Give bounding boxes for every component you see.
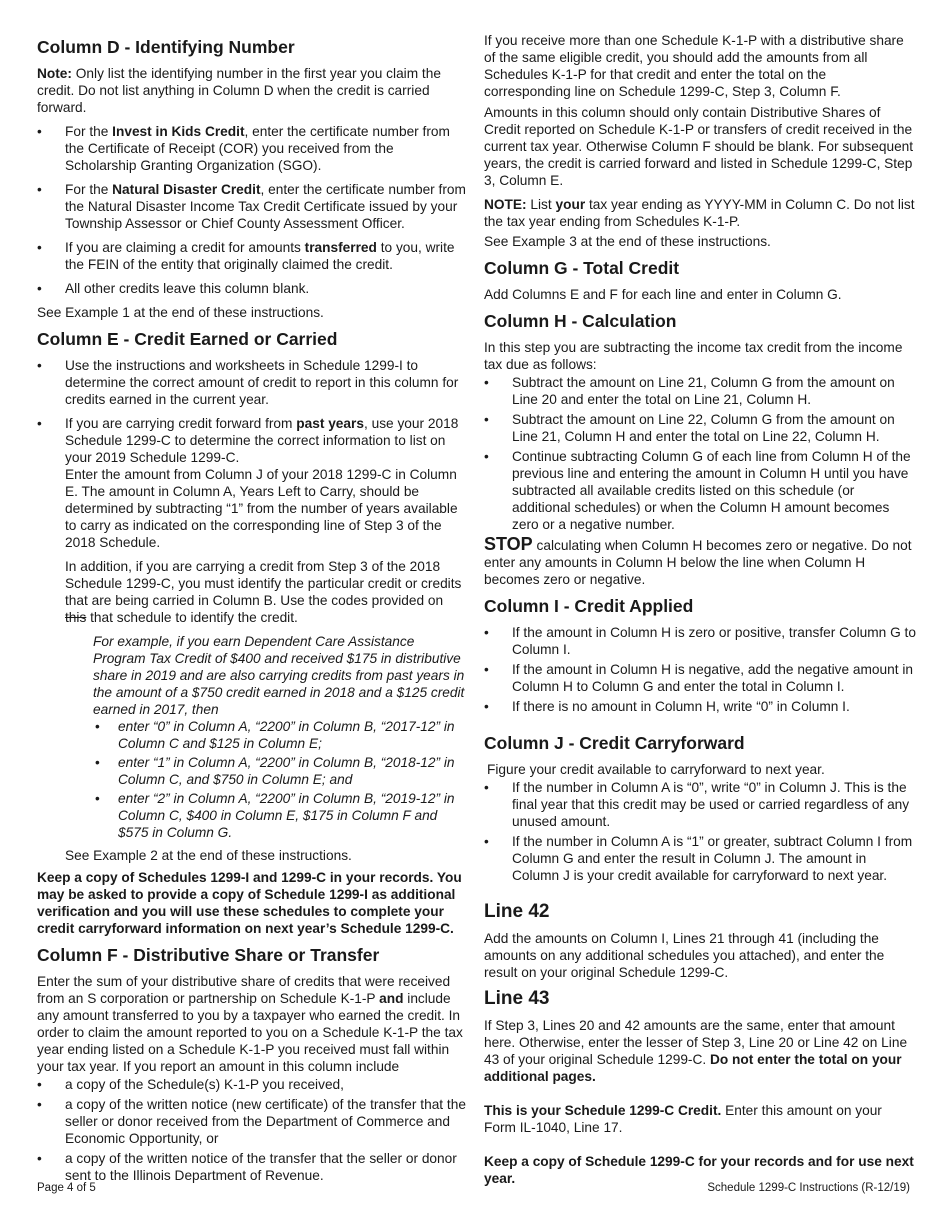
column-i-bullet: • If there is no amount in Column H, write “0” in Column I. (484, 698, 916, 715)
column-d-see-example: See Example 1 at the end of these instructions. (37, 305, 324, 320)
column-e-heading: Column E - Credit Earned or Carried (37, 329, 338, 349)
column-j-text: Figure your credit available to carryforward to next year. (487, 762, 825, 777)
column-e-example-bullet: • enter “0” in Column A, “2200” in Column B, “2017-12” in Column C and $125 in Column E; (37, 718, 467, 752)
column-h-text: In this step you are subtracting the income tax credit from the income tax due as follows: (484, 340, 903, 372)
column-j-heading: Column J - Credit Carryforward (484, 733, 745, 753)
column-d-bullet-natural-disaster: • For the Natural Disaster Credit, enter the certificate number from the Natural Disaster Income Tax Credit Certificate issued by your Township Assessor or Chief County Assessment Officer. (37, 181, 467, 232)
column-f-heading: Column F - Distributive Share or Transfer (37, 945, 380, 965)
column-h-bullet: • Subtract the amount on Line 21, Column G from the amount on Line 20 and enter the total on Line 21, Column H. (484, 374, 916, 408)
column-e-enter-amount: Enter the amount from Column J of your 2018 1299-C in Column E. The amount in Column A, Years Left to Carry, should be determined by subtracting “1” from the number of years available to carry as indicated on the corresponding line of Step 3 of the 2018 Schedule. (65, 467, 458, 550)
column-e-see-example: See Example 2 at the end of these instructions. (65, 848, 352, 863)
column-h-heading: Column H - Calculation (484, 311, 677, 331)
column-h-stop: STOP calculating when Column H becomes zero or negative. Do not enter any amounts in Column H below the line when Column H becomes zero or negative. (484, 534, 912, 587)
column-f-note: NOTE: List your tax year ending as YYYY-MM in Column C. Do not list the tax year ending from Schedules K-1-P. (484, 197, 915, 229)
column-d-bullet-transferred: • If you are claiming a credit for amounts transferred to you, write the FEIN of the entity that originally claimed the credit. (37, 239, 467, 273)
column-i-bullet: • If the amount in Column H is negative, add the negative amount in Column H to Column G and enter the total in Column I. (484, 661, 916, 695)
schedule-credit-statement: This is your Schedule 1299-C Credit. Enter this amount on your Form IL-1040, Line 17. (484, 1103, 882, 1135)
column-f-bullet: • a copy of the Schedule(s) K-1-P you received, (37, 1076, 467, 1093)
column-h-bullet: • Subtract the amount on Line 22, Column G from the amount on Line 21, Column H and enter the total on Line 22, Column H. (484, 411, 916, 445)
page-number: Page 4 of 5 (37, 1182, 96, 1194)
line-42-heading: Line 42 (484, 901, 550, 922)
column-e-bullet-schedule-1299i: • Use the instructions and worksheets in Schedule 1299-I to determine the correct amount of credit to report in this column for credits earned in the current year. (37, 357, 467, 408)
column-e-addition: In addition, if you are carrying a credit from Step 3 of the 2018 Schedule 1299-C, you must identify the particular credit or credits that are being carried in Column B. Use the codes provided on this that schedule to identify the credit. (65, 559, 462, 625)
column-f-see-example: See Example 3 at the end of these instructions. (484, 234, 771, 249)
column-e-example: For example, if you earn Dependent Care Assistance Program Tax Credit of $400 and received $175 in distributive share in 2019 and are also carrying credits from past years in the amount of a $750 credit earned in 2018 and a $125 credit earned in 2017, then (93, 634, 465, 717)
column-i-bullet: • If the amount in Column H is zero or positive, transfer Column G to Column I. (484, 624, 916, 658)
column-j-bullet: • If the number in Column A is “0”, write “0” in Column J. This is the final year that this credit may be used or carried regardless of any unused amount. (484, 779, 916, 830)
column-f-continued-2: Amounts in this column should only contain Distributive Shares of Credit reported on Schedule K-1-P or transfers of credit received in the current tax year. Otherwise Column F should be blank. For subsequent years, the credit is carried forward and listed in Schedule 1299-C, Step 3, Column E. (484, 105, 914, 188)
form-identifier: Schedule 1299-C Instructions (R-12/19) (707, 1182, 910, 1194)
column-e-keep-copy: Keep a copy of Schedules 1299-I and 1299-C in your records. You may be asked to provide a copy of Schedule 1299-I as additional verification and you will use these schedules to complete your credit carryforward information on next year’s Schedule 1299-C. (37, 870, 462, 936)
left-column (37, 32, 467, 1187)
column-d-note: Note: Only list the identifying number in the first year you claim the credit. Do not list anything in Column D when the credit is carried forward. (37, 66, 441, 115)
column-g-heading: Column G - Total Credit (484, 258, 680, 278)
column-e-bullet-past-years: • If you are carrying credit forward from past years, use your 2018 Schedule 1299-C to determine the correct information to list on your 2019 Schedule 1299-C. (37, 415, 467, 466)
column-e-example-bullet: • enter “2” in Column A, “2200” in Column B, “2019-12” in Column C, $400 in Column E, $175 in Column F and $575 in Column G. (37, 790, 467, 841)
column-f-bullet: • a copy of the written notice of the transfer that the seller or donor sent to the Illinois Department of Revenue. (37, 1150, 467, 1184)
column-h-bullet: • Continue subtracting Column G of each line from Column H of the previous line and entering the amount in Column H until you have subtracted all available credits listed on this schedule (or additional schedules) or when the Column H amount becomes zero or a negative number. (484, 448, 916, 533)
column-f-continued-1: If you receive more than one Schedule K-1-P with a distributive share of the same eligible credit, you should add the amounts from all Schedules K-1-P for that credit and enter the total on the corresponding line on Schedule 1299-C, Step 3, Column F. (484, 33, 904, 99)
column-d-heading: Column D - Identifying Number (37, 37, 295, 57)
right-column (484, 32, 916, 1194)
line-43-heading: Line 43 (484, 988, 550, 1009)
column-e-example-bullet: • enter “1” in Column A, “2200” in Column B, “2018-12” in Column C, and $750 in Column E; and (37, 754, 467, 788)
keep-copy-note: Keep a copy of Schedule 1299-C for your records and for use next year. (484, 1154, 914, 1186)
column-d-bullet-other: • All other credits leave this column blank. (37, 280, 467, 297)
column-d-bullet-invest-in-kids: • For the Invest in Kids Credit, enter the certificate number from the Certificate of Receipt (COR) you received from the Scholarship Granting Organization (SGO). (37, 123, 467, 174)
column-i-heading: Column I - Credit Applied (484, 596, 694, 616)
line-43-text: If Step 3, Lines 20 and 42 amounts are the same, enter that amount here. Otherwise, enter the lesser of Step 3, Line 20 or Line 42 on Line 43 of your original Schedule 1299-C. Do not enter the total on your additional pages. (484, 1018, 908, 1084)
column-f-text: Enter the sum of your distributive share of credits that were received from an S corporation or partnership on Schedule K-1-P and include any amount transferred to you by a taxpayer who earned the credit. In order to claim the amount reported to you on a Schedule K-1-P the tax year ending listed on a Schedule K-1-P you received must fall within your tax year. If you report an amount in this column include (37, 974, 463, 1074)
line-42-text: Add the amounts on Column I, Lines 21 through 41 (including the amounts on any additional schedules you attached), and enter the result on your original Schedule 1299-C. (484, 931, 885, 980)
column-j-bullet: • If the number in Column A is “1” or greater, subtract Column I from Column G and enter the result in Column J. The amount in Column J is your credit available for carryforward to next year. (484, 833, 916, 884)
column-g-text: Add Columns E and F for each line and enter in Column G. (484, 287, 842, 302)
column-f-bullet: • a copy of the written notice (new certificate) of the transfer that the seller or donor received from the Department of Commerce and Economic Opportunity, or (37, 1096, 467, 1147)
